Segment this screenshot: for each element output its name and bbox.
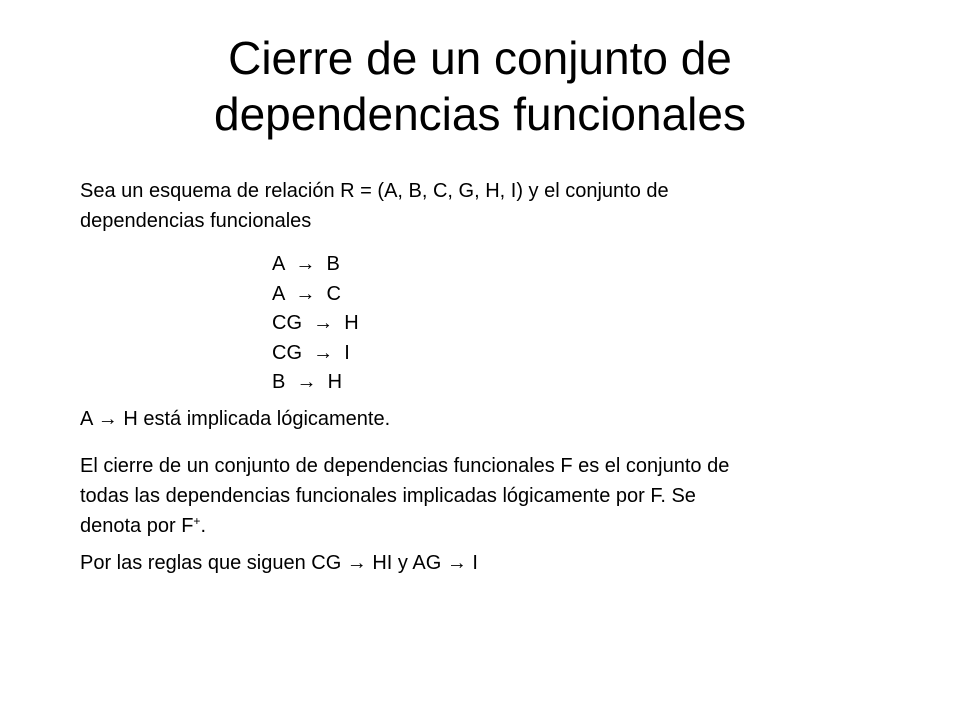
closure-line-3-suffix: . [200,515,206,537]
dependency-item: CG → I [272,341,350,364]
closure-line-1: El cierre de un conjunto de dependencias funcionales F es el conjunto de [80,455,730,477]
dependency-item: B → H [272,371,343,393]
dependency-item: A → B [272,253,340,275]
dependency-item: A → C [272,282,341,305]
closure-line-2: todas las dependencias funcionales implicadas lógicamente por F. Se [80,485,696,507]
closure-line-3-prefix: denota por F [80,515,194,537]
dependency-item: CG → H [272,312,359,334]
intro-paragraph [80,176,880,236]
dependency-list [272,250,359,398]
slide-title-line-1: Cierre de un conjunto de [228,32,732,84]
slide-title [60,30,900,142]
intro-line-2: dependencias funcionales [80,210,312,232]
slide-title-line-2: dependencias funcionales [214,88,746,140]
closure-definition-paragraph [80,451,880,541]
intro-line-1: Sea un esquema de relación R = (A, B, C, G, H, I) y el conjunto de [80,180,669,202]
implied-dependency-text: A → H está implicada lógicamente. [80,408,391,430]
rules-text: Por las reglas que siguen CG → HI y AG → I [80,552,478,574]
closure-superscript: + [193,514,201,528]
